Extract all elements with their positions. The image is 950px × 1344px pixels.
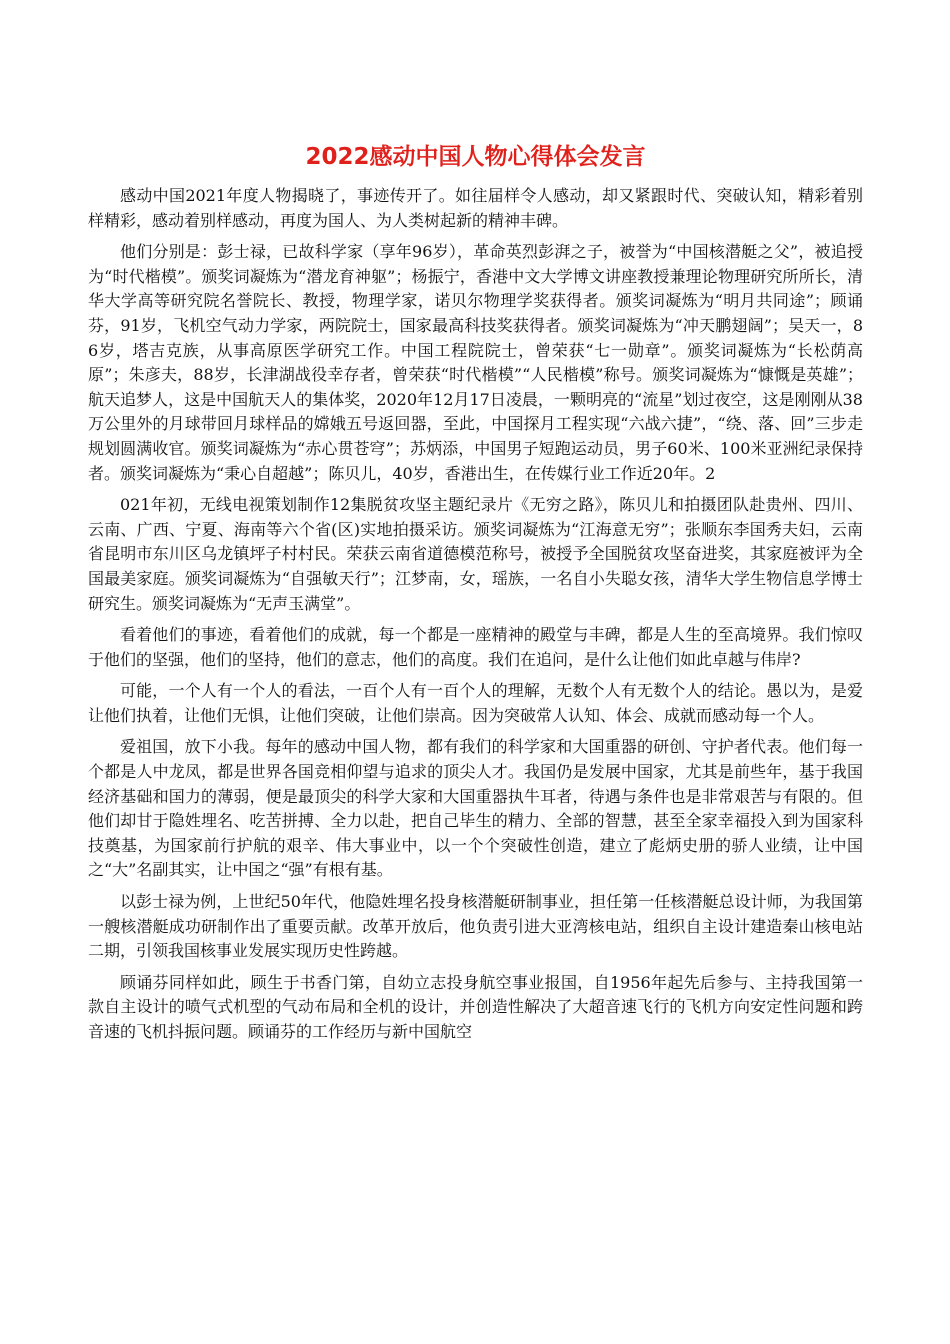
- paragraph-8: 顾诵芬同样如此，顾生于书香门第，自幼立志投身航空事业报国，自1956年起先后参与、主持我国第一款自主设计的喷气式机型的气动布局和全机的设计，并创造性解决了大超音速飞行的飞机方向安定性问题和跨音速的飞机抖振问题。顾诵芬的工作经历与新中国航空: [88, 972, 863, 1041]
- document-title: 2022感动中国人物心得体会发言: [305, 144, 646, 170]
- paragraph-6: 爱祖国，放下小我。每年的感动中国人物，都有我们的科学家和大国重器的研创、守护者代表。他们每一个都是人中龙凤，都是世界各国竞相仰望与追求的顶尖人才。我国仍是发展中国家，尤其是前些年，基于我国经济基础和国力的薄弱，便是最顶尖的科学大家和大国重器执牛耳者，待遇与条件也是非常艰苦与有限的。但他们却甘于隐姓埋名、吃苦拼搏、全力以赴，把自己毕生的精力、全部的智慧，甚至全家幸福投入到为国家科技奠基，为国家前行护航的艰辛、伟大事业中，以一个个突破性创造，建立了彪炳史册的骄人业绩，让中国之“大”名副其实，让中国之“强”有根有基。: [88, 737, 863, 880]
- paragraph-2: 他们分别是：彭士禄，已故科学家（享年96岁），革命英烈彭湃之子，被誉为“中国核潜艇之父”，被追授为“时代楷模”。颁奖词凝炼为“潜龙育神躯”；杨振宁，香港中文大学博文讲座教授兼理论物理研究所所长，清华大学高等研究院名誉院长、教授，物理学家，诺贝尔物理学奖获得者。颁奖词凝炼为“明月共同途”；顾诵芬，91岁，飞机空气动力学家，两院院士，国家最高科技奖获得者。颁奖词凝炼为“冲天鹏翅阔”；吴天一，86岁，塔吉克族，从事高原医学研究工作。中国工程院院士，曾荣获“七一勋章”。颁奖词凝炼为“长松荫高原”；朱彦夫，88岁，长津湖战役幸存者，曾荣获“时代楷模”“人民楷模”称号。颁奖词凝炼为“慷慨是英雄”；航天追梦人，这是中国航天人的集体奖，2020年12月17日凌晨，一颗明亮的“流星”划过夜空，这是刚刚从38万公里外的月球带回月球样品的嫦娥五号返回器，至此，中国探月工程实现“六战六捷”，“绕、落、回”三步走规划圆满收官。颁奖词凝炼为“赤心贯苍穹”；苏炳添，中国男子短跑运动员，男子60米、100米亚洲纪录保持者。颁奖词凝炼为“秉心自超越”；陈贝儿，40岁，香港出生，在传媒行业工作近20年。2: [88, 242, 863, 483]
- paragraph-5: 可能，一个人有一个人的看法，一百个人有一百个人的理解，无数个人有无数个人的结论。愚以为，是爱让他们执着，让他们无惧，让他们突破，让他们崇高。因为突破常人认知、体会、成就而感动每一个人。: [88, 681, 863, 725]
- paragraph-1: 感动中国2021年度人物揭晓了，事迹传开了。如往届样令人感动，却又紧跟时代、突破认知，精彩着别样精彩，感动着别样感动，再度为国人、为人类树起新的精神丰碑。: [88, 186, 863, 230]
- paragraph-3: 021年初，无线电视策划制作12集脱贫攻坚主题纪录片《无穷之路》，陈贝儿和拍摄团队赴贵州、四川、云南、广西、宁夏、海南等六个省(区)实地拍摄采访。颁奖词凝炼为“江海意无穷”；张顺东李国秀夫妇，云南省昆明市东川区乌龙镇坪子村村民。荣获云南省道德模范称号，被授予全国脱贫攻坚奋进奖，其家庭被评为全国最美家庭。颁奖词凝炼为“自强敏天行”；江梦南，女，瑶族，一名自小失聪女孩，清华大学生物信息学博士研究生。颁奖词凝炼为“无声玉满堂”。: [88, 495, 863, 613]
- paragraph-4: 看着他们的事迹，看着他们的成就，每一个都是一座精神的殿堂与丰碑，都是人生的至高境界。我们惊叹于他们的坚强，他们的坚持，他们的意志，他们的高度。我们在追问，是什么让他们如此卓越与伟岸?: [88, 625, 863, 669]
- document-page: [88, 140, 863, 1052]
- paragraph-7: 以彭士禄为例，上世纪50年代，他隐姓埋名投身核潜艇研制事业，担任第一任核潜艇总设计师，为我国第一艘核潜艇成功研制作出了重要贡献。改革开放后，他负责引进大亚湾核电站，组织自主设计建造秦山核电站二期，引领我国核事业发展实现历史性跨越。: [88, 892, 863, 961]
